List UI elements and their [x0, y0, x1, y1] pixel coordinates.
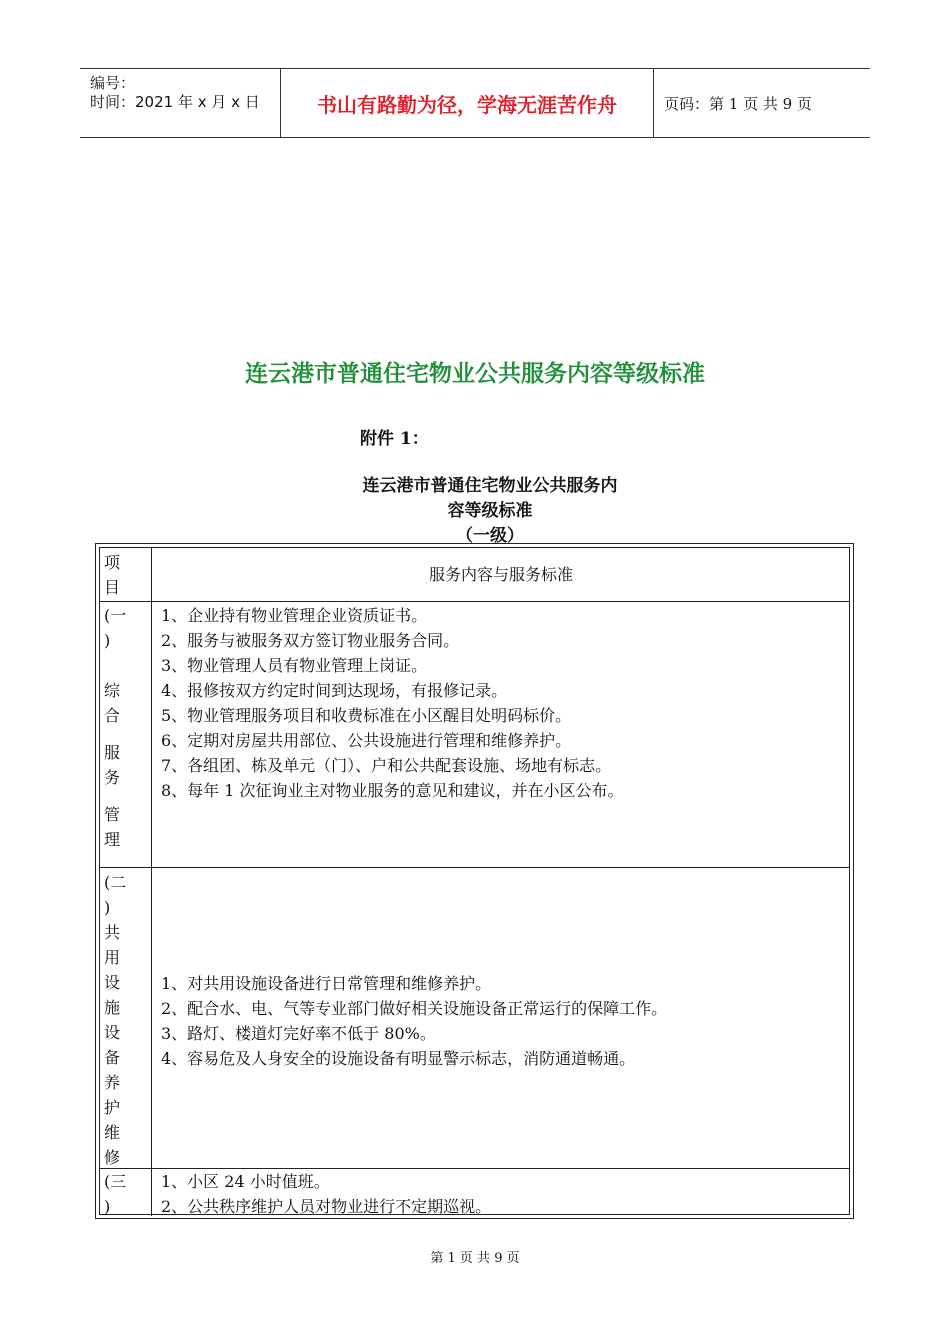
label-line: 管 — [104, 805, 121, 824]
label-line: 护 — [104, 1098, 121, 1117]
list-item: 3、路灯、楼道灯完好率不低于 80%。 — [161, 1024, 436, 1043]
list-item: 1、对共用设施设备进行日常管理和维修养护。 — [161, 974, 492, 993]
list-item: 2、公共秩序维护人员对物业进行不定期巡视。 — [161, 1197, 492, 1216]
table-row — [100, 1169, 849, 1216]
subtitle — [0, 474, 950, 549]
table-row — [100, 602, 849, 868]
list-item: 4、容易危及人身安全的设施设备有明显警示标志，消防通道畅通。 — [161, 1049, 636, 1068]
label-line: 设 — [104, 973, 121, 992]
label-line: 务 — [104, 768, 121, 787]
document-header — [80, 68, 870, 138]
header-page-info: 页码：第 1 页 共 9 页 — [664, 94, 812, 113]
label-line: ) — [104, 631, 111, 650]
label-line: 共 — [104, 923, 121, 942]
label-line: (三 — [104, 1172, 127, 1191]
label-line: 综 — [104, 681, 121, 700]
header-meta — [80, 69, 281, 137]
section-items — [153, 1169, 849, 1216]
label-line: 维 — [104, 1123, 121, 1142]
table-row — [100, 868, 849, 1169]
page-footer: 第 1 页 共 9 页 — [430, 1251, 520, 1266]
header-motto: 书山有路勤为径，学海无涯苦作舟 — [281, 69, 654, 137]
section-items — [153, 602, 849, 867]
list-item: 6、定期对房屋共用部位、公共设施进行管理和维修养护。 — [161, 731, 572, 750]
section-label — [100, 1169, 152, 1216]
label-line — [104, 653, 151, 678]
header-col-item — [100, 548, 152, 601]
subtitle-line-3: （一级） — [456, 526, 524, 546]
label-line — [104, 728, 151, 740]
list-item: 4、报修按双方约定时间到达现场，有报修记录。 — [161, 681, 508, 700]
list-item: 5、物业管理服务项目和收费标准在小区醒目处明码标价。 — [161, 706, 572, 725]
label-line: ) — [104, 898, 111, 917]
list-item: 2、服务与被服务双方签订物业服务合同。 — [161, 631, 460, 650]
label-line: 修 — [104, 1148, 121, 1167]
label-line: ) — [104, 1197, 111, 1216]
section-label — [100, 868, 152, 1168]
label-line: 用 — [104, 948, 121, 967]
subtitle-line-1: 连云港市普通住宅物业公共服务内 — [362, 476, 618, 496]
header-col-content: 服务内容与服务标准 — [428, 565, 573, 584]
label-line: (二 — [104, 873, 127, 892]
label-line: 备 — [104, 1048, 121, 1067]
list-item: 7、各组团、栋及单元（门）、户和公共配套设施、场地有标志。 — [161, 756, 612, 775]
table-header-row — [100, 548, 849, 602]
standards-table — [95, 543, 854, 1219]
list-item: 2、配合水、电、气等专业部门做好相关设施设备正常运行的保障工作。 — [161, 999, 668, 1018]
label-line: 养 — [104, 1073, 121, 1092]
label-line: 施 — [104, 998, 121, 1017]
label-line — [104, 790, 151, 802]
section-label — [100, 602, 152, 867]
number-label: 编号： — [90, 74, 136, 92]
list-item: 1、企业持有物业管理企业资质证书。 — [161, 606, 428, 625]
label-line: (一 — [104, 606, 127, 625]
header-col-item-line2: 目 — [104, 578, 121, 597]
subtitle-line-2: 容等级标准 — [447, 501, 533, 521]
label-line: 服 — [104, 743, 121, 762]
label-line: 合 — [104, 706, 121, 725]
page-title: 连云港市普通住宅物业公共服务内容等级标准 — [245, 361, 705, 387]
label-line: 理 — [104, 830, 121, 849]
section-items — [153, 868, 849, 1168]
label-line: 设 — [104, 1023, 121, 1042]
time-label: 时间：2021 年 x 月 x 日 — [90, 93, 260, 111]
attachment-label: 附件 1： — [360, 429, 429, 449]
list-item: 3、物业管理人员有物业管理上岗证。 — [161, 656, 428, 675]
list-item: 8、每年 1 次征询业主对物业服务的意见和建议，并在小区公布。 — [161, 781, 624, 800]
list-item: 1、小区 24 小时值班。 — [161, 1172, 330, 1191]
table-inner — [99, 547, 850, 1215]
header-col-item-line1: 项 — [104, 553, 121, 572]
